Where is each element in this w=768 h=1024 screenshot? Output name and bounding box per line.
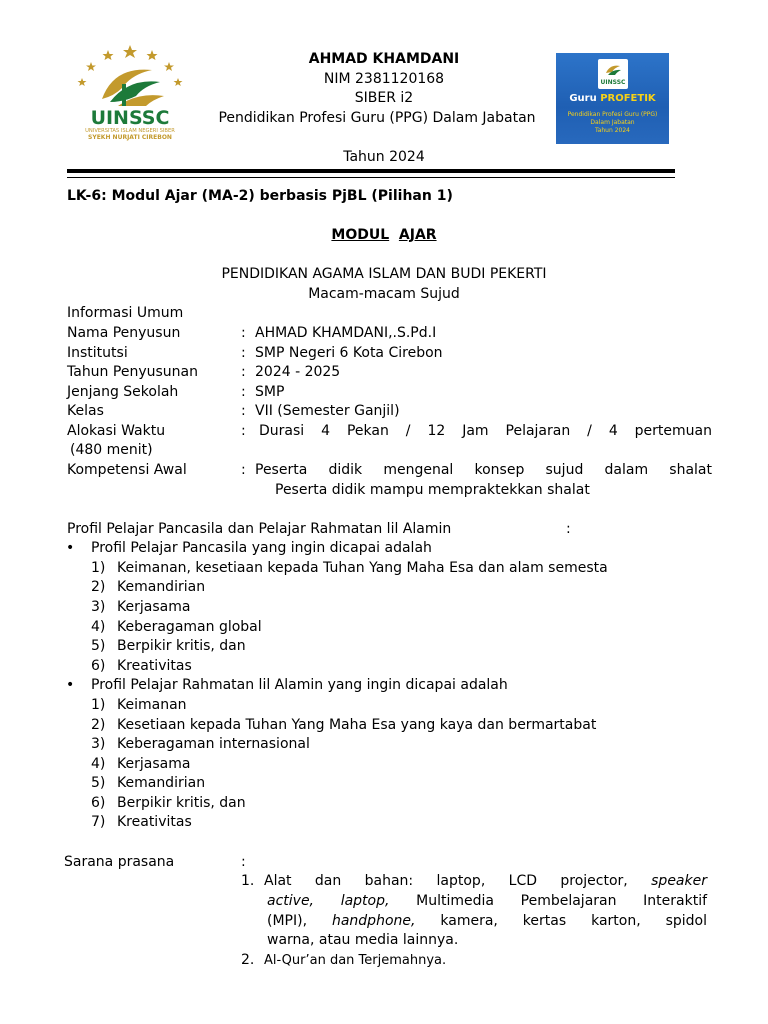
ppg-inner-uinssc-icon [598,59,628,89]
header-rule-thin [67,177,675,178]
uinssc-logo-sub2: SYEKH NURJATI CIREBON [88,134,172,141]
header-year: Tahun 2024 [343,149,425,165]
guru-profetik-logo [556,53,669,144]
svg-text:UINSSC: UINSSC [600,79,626,86]
header-name: AHMAD KHAMDANI [308,51,460,67]
ppg-subtitle: Pendidikan Profesi Guru (PPG) Dalam Jabatan Tahun 2024 [567,111,658,134]
uinssc-logo-text: UINSSC [90,107,170,129]
lk-title: LK-6: Modul Ajar (MA-2) berbasis PjBL (Pilihan 1) [67,188,453,204]
header-nim: NIM 2381120168 [323,71,445,87]
subject-title: PENDIDIKAN AGAMA ISLAM DAN BUDI PEKERTI [221,266,547,282]
header-program: Pendidikan Profesi Guru (PPG) Dalam Jabatan [218,110,536,126]
info-heading: Informasi Umum [67,305,184,321]
ppg-title: Guru PROFETIK [569,93,656,104]
modul-title: MODUL AJAR [331,227,437,243]
header-siber: SIBER i2 [354,90,414,106]
topic-title: Macam-macam Sujud [308,286,460,302]
uinssc-logo-sub1: UNIVERSITAS ISLAM NEGERI SIBER [85,128,175,134]
header-rule-thick [67,169,675,173]
